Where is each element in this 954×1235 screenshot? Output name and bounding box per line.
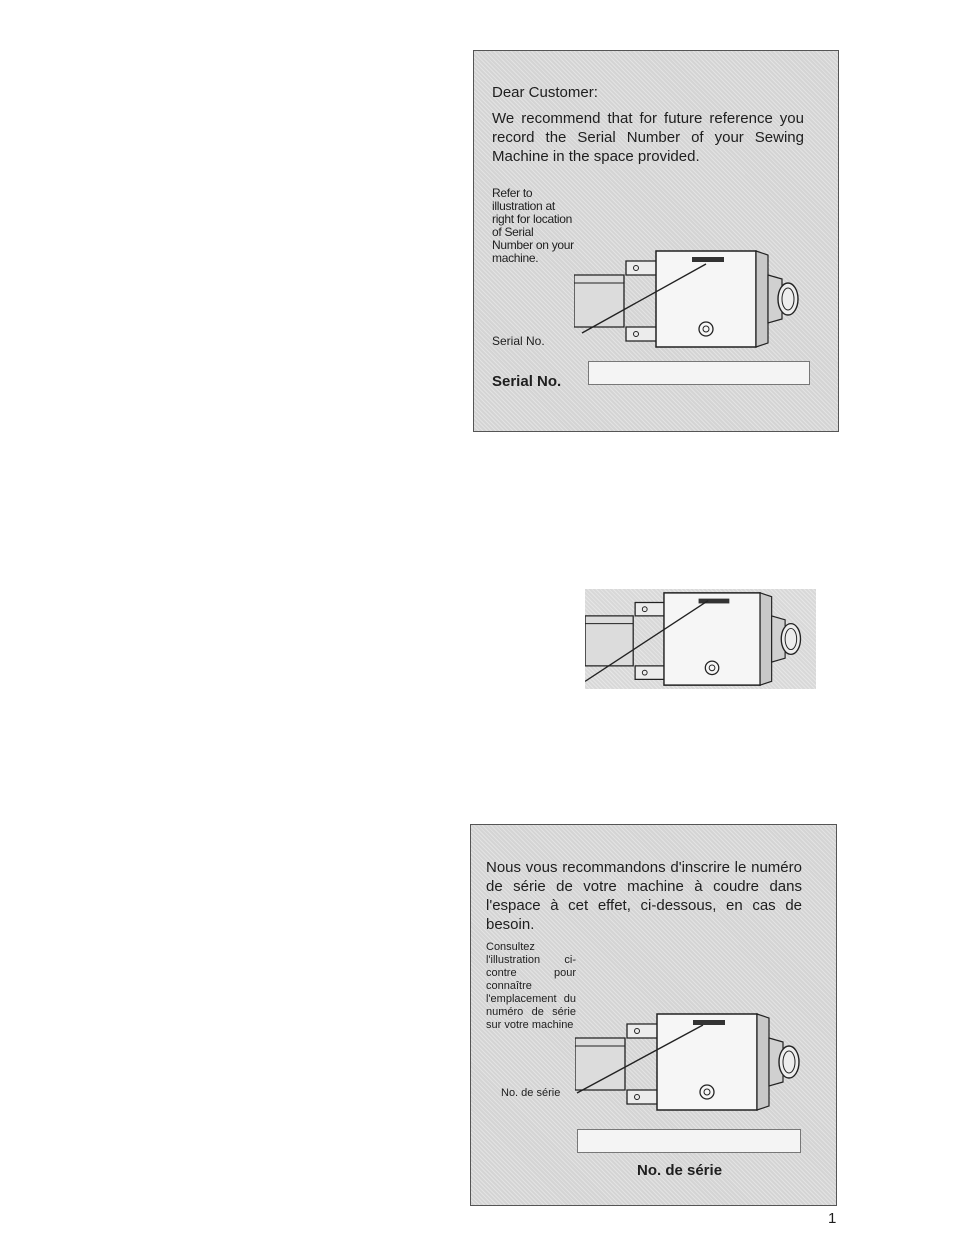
- french-serial-panel: [470, 824, 837, 1206]
- recommendation-paragraph: We recommend that for future reference you record the Serial Number of your Sewing Machine in the space provided.: [492, 110, 804, 165]
- serial-pointer-label-fr: No. de série: [501, 1087, 561, 1099]
- illustration-note-fr: Consultez l'illustration ci-contre pour connaître l'emplacement du numéro de série sur votre machine: [486, 941, 576, 1031]
- sewing-machine-serial-illustration: [585, 589, 816, 689]
- illustration-note: Refer to illustration at right for location of Serial Number on your machine.: [492, 186, 574, 265]
- english-serial-panel: [473, 50, 839, 432]
- recommendation-paragraph-fr: Nous vous recommandons d'inscrire le numéro de série de votre machine à coudre dans l'espace à cet effet, ci-dessous, en cas de besoin.: [486, 859, 802, 933]
- serial-number-label: Serial No.: [492, 373, 562, 390]
- serial-number-label-fr: No. de série: [637, 1162, 723, 1179]
- page-number: 1: [828, 1210, 837, 1227]
- serial-number-field-fr[interactable]: [577, 1129, 801, 1153]
- serial-pointer-label: Serial No.: [492, 334, 545, 348]
- serial-number-field[interactable]: [588, 361, 810, 385]
- greeting: Dear Customer:: [492, 84, 598, 101]
- sewing-machine-underside-illustration: [585, 589, 816, 689]
